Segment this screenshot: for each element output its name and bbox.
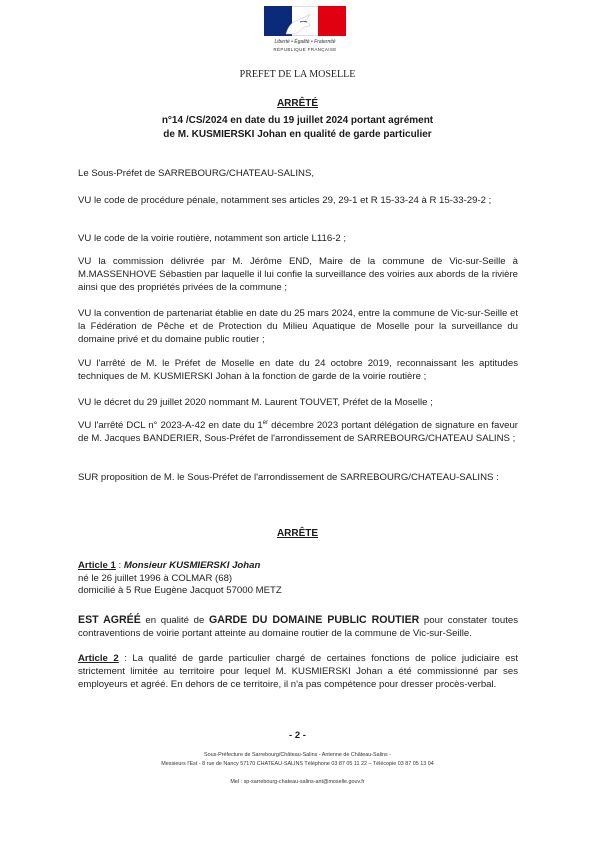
agreement-phrase: EST AGRÉÉ [78, 614, 141, 626]
document-subtitle [0, 114, 595, 141]
address-info: domicilié à 5 Rue Eugène Jacquot 57000 METZ [78, 585, 282, 596]
article-1-header [78, 560, 518, 598]
article-2-label: Article 2 [78, 653, 119, 664]
republic-motto: Liberté • Égalité • Fraternité [274, 39, 336, 45]
footer-line-1: Sous-Préfecture de Sarrebourg/Château-Salins - Antenne de Château-Salins - [204, 752, 391, 758]
article-1-body [78, 614, 518, 640]
footer-line-2: Messieurs l'Est - 8 rue de Nancy 57170 CHATEAU-SALINS Téléphone 03 87 05 11 22 – Télécopie 03 87 05 13 04 [161, 761, 434, 767]
vu-delegation-part-1: VU l'arrêté DCL n° 2023-A-42 en date du 1 [78, 420, 263, 431]
quality-phrase: en qualité de [140, 615, 209, 626]
vu-decret: VU le décret du 29 juillet 2020 nommant M. Laurent TOUVET, Préfet de la Moselle ; [78, 397, 433, 408]
marianne-logo [262, 6, 348, 58]
article-2-body [78, 652, 518, 691]
subtitle-line-2: de M. KUSMIERSKI Johan en qualité de garde particulier [163, 128, 432, 140]
prefecture-name: PREFET DE LA MOSELLE [239, 69, 356, 80]
sous-prefet-line: Le Sous-Préfet de SARREBOURG/CHATEAU-SALINS, [78, 168, 315, 179]
vu-convention: VU la convention de partenariat établie en date du 25 mars 2024, entre la commune de Vic-sur-Seille et la Fédération de Pêche et de Protection du Milieu Aquatique de Moselle pour la surveillance du domaine privé et du domaine public routier ; [78, 308, 518, 345]
vu-delegation [78, 419, 518, 445]
vu-commission: VU la commission délivrée par M. Jérôme END, Maire de la commune de Vic-sur-Seille à M.MASSENHOVE Sébastien par laquelle il lui confie la surveillance des voiries aux abords de la rivière ainsi que des propriétés privées de la commune ; [78, 256, 518, 293]
agreed-person-name: Monsieur KUSMIERSKI Johan [123, 560, 261, 571]
article-1-title-line [78, 560, 518, 573]
vu-delegation-superscript: er [262, 419, 269, 426]
article-1-separator: : [115, 560, 124, 571]
arrete-heading: ARRÊTE [276, 528, 319, 539]
page-number: - 2 - [289, 730, 306, 741]
vu-code-voirie: VU le code de la voirie routière, notamment son article L116-2 ; [78, 233, 347, 244]
sur-proposition: SUR proposition de M. le Sous-Préfet de l'arrondissement de SARREBOURG/CHATEAU-SALINS : [78, 472, 499, 483]
article-2-text: : La qualité de garde particulier chargé de certaines fonctions de police judiciaire est strictement limitée au territoire pour lequel M. KUSMIERSKI Johan a été commissionné par ses employeurs et agréé. En dehors de ce territoire, il n'a pas compétence pour dresser procès-verbal. [78, 653, 518, 690]
marianne-profile-icon [280, 8, 320, 36]
article-1-rest: pour constater toutes contraventions de voirie portant atteinte au domaine routier de la commune de Vic-sur-Seille. [78, 615, 518, 639]
document-title: ARRÊTÉ [276, 98, 319, 109]
article-1-label: Article 1 [78, 560, 116, 571]
garde-title: GARDE DU DOMAINE PUBLIC ROUTIER [208, 614, 420, 626]
birth-info: né le 26 juillet 1996 à COLMAR (68) [78, 572, 233, 584]
vu-delegation-part-2: décembre 2023 portant délégation de signature en faveur de M. Jacques BANDERIER, Sous-Préfet de l'arrondissement de SARREBOURG/CHATEAU SALINS ; [78, 420, 519, 444]
vu-arrete-prefet: VU l'arrêté de M. le Préfet de Moselle en date du 24 octobre 2019, reconnaissant les aptitudes techniques de M. KUSMIERSKI Johan à la fonction de garde de la voirie routière ; [78, 358, 518, 382]
vu-code-procedure-penale: VU le code de procédure pénale, notamment ses articles 29, 29-1 et R 15-33-24 à R 15-33-29-2 ; [78, 195, 492, 206]
footer-email: Mel : sp-sarrebourg-chateau-salins-ant@moselle.gouv.fr [230, 779, 365, 785]
republic-label: RÉPUBLIQUE FRANÇAISE [273, 47, 337, 52]
subtitle-line-1: n°14 /CS/2024 en date du 19 juillet 2024 portant agrément [161, 115, 434, 126]
